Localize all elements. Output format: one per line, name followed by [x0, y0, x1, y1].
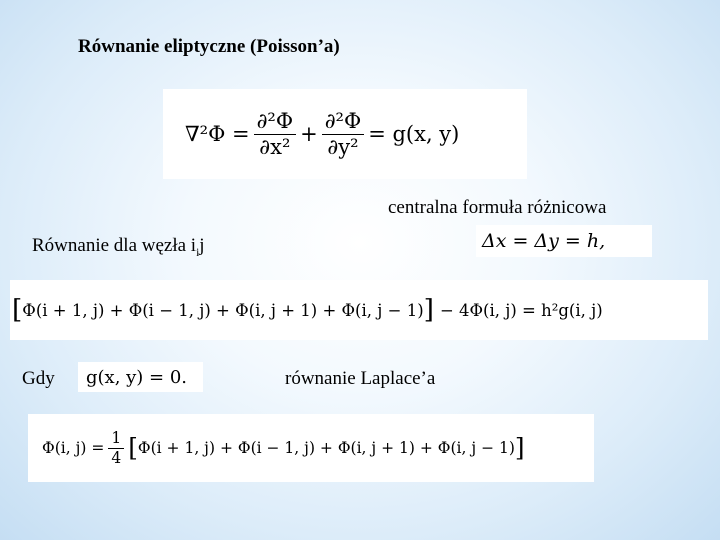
numerator: ∂²Φ: [322, 110, 365, 134]
laplace-equation: [28, 414, 594, 482]
poisson-rhs: = g(x, y): [368, 122, 460, 146]
denominator: ∂y²: [327, 134, 359, 159]
central-difference-label: centralna formuła różnicowa: [388, 197, 607, 218]
when-label: Gdy: [22, 368, 55, 389]
left-bracket: [: [128, 432, 138, 462]
left-bracket: [: [12, 293, 23, 325]
poisson-lhs: ∇²Φ =: [185, 122, 250, 146]
denominator: ∂x²: [259, 134, 291, 159]
fraction-one-quarter: [108, 430, 124, 466]
node-label-suffix: j: [199, 235, 205, 256]
node-label-prefix: Równanie dla węzła i: [32, 235, 197, 256]
difference-bracket-content: Φ(i + 1, j) + Φ(i − 1, j) + Φ(i, j + 1) + Φ(i, j − 1): [22, 300, 424, 320]
right-bracket: ]: [514, 432, 525, 462]
right-bracket: ]: [423, 293, 434, 325]
node-label-sub: i: [196, 246, 200, 259]
numerator: 1: [108, 430, 124, 448]
difference-equation: [10, 280, 708, 340]
numerator: ∂²Φ: [254, 110, 297, 134]
fraction-d2-dx2: [254, 110, 297, 157]
fraction-d2-dy2: [322, 110, 365, 157]
laplace-lhs: Φ(i, j) =: [42, 439, 105, 457]
poisson-equation: [163, 89, 527, 179]
plus-sign: +: [300, 122, 318, 146]
g-zero-equation: g(x, y) = 0.: [78, 362, 203, 392]
delta-equation: Δx = Δy = h,: [476, 225, 652, 257]
laplace-label: równanie Laplace’a: [285, 368, 436, 389]
difference-rest: − 4Φ(i, j) = h²g(i, j): [439, 300, 603, 320]
denominator: 4: [111, 448, 122, 467]
laplace-bracket-content: Φ(i + 1, j) + Φ(i − 1, j) + Φ(i, j + 1) + Φ(i, j − 1): [137, 439, 515, 457]
page-title: Równanie eliptyczne (Poisson’a): [78, 36, 340, 57]
node-equation-label: [32, 235, 205, 259]
